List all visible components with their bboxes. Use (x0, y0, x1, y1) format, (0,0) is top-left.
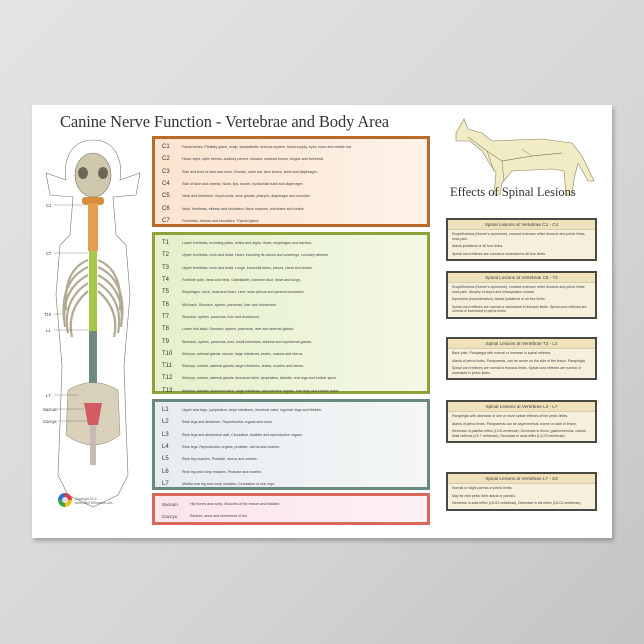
table-row: T7 Stomach, spleen, pancreas, liver and duodenum. (162, 313, 261, 320)
table-row: C7 Forelimbs, elbows and shoulders. Thyroid gland. (162, 217, 260, 224)
table-row: C1 Facial bones. Pituitary gland, scalp, sympathetic nervous system, blood supply, eyes, inner and middle ear. (162, 144, 352, 151)
copyright-text: Copyright 2013 www.KittyTHRidsdale.com (75, 497, 113, 505)
page-title: Canine Nerve Function - Vertebrae and Body Area (60, 112, 390, 131)
lumbar-vertebrae-box (152, 399, 430, 490)
table-row: T5 Esophagus, neck, head and heart. Liver, solar plexus and general circulation. (162, 289, 305, 296)
spine-skeleton-illustration (38, 135, 148, 510)
table-row: C2 Head, eyes, optic nerves, auditory nerves, sinuses, mastoid bones, tongue and forehead. (162, 156, 324, 163)
table-row: T10 Kidneys, adrenal glands, cecum, large intestines, testes, ovaries and uterus. (162, 350, 304, 357)
table-row: Coccyx Rectum, anus and movement of tail. (162, 513, 248, 519)
table-row: L7 Medial rear leg and rump muscles. Circulation of rear legs. (162, 480, 276, 487)
table-row: C4 Side of face and cheeks. Nose, lips, mouth, eustachian tube and diaphragm. (162, 181, 304, 188)
table-row: L1 Upper rear legs. Lymphatics, large intestines, ileocecal valve, inguinal rings and bladder. (162, 407, 323, 414)
poster (32, 105, 612, 538)
table-row: T12 Kidneys, ureters, adrenal glands, ileocecal valve, lymphatics, bladder, rear legs and lumbar spine. (162, 375, 338, 382)
lesion-box-t3-l2: Spinal Lesions at Vertebrae T3 - L2 Back pain. Paraplegia with normal or increase in spinal reflexes. Ataxia of pelvic limbs. Paraparesis, can be worse on the side of the lesion. Paraplegia. Spinal cord reflexes are normal in thoracic limbs. Spinal cord reflexes are normal or increased in pelvic limbs. (446, 337, 597, 380)
vertebra-label-l1: L1 (46, 328, 51, 333)
table-row: T13 Kidneys, bladder, ileocecal valve, large intestines, reproductive organs, rear legs and lumbar spine. (162, 387, 340, 394)
vertebra-label-c1: C1 (46, 203, 52, 208)
sacral-vertebrae-box (152, 493, 430, 525)
table-row: Sacrum Hip bones and rump. Muscles of the rectum and bladder. (162, 501, 281, 507)
table-row: T2 Upper forelimbs, neck and head. Heart, including its valves and coverings, coronary arteries. (162, 252, 330, 259)
cervical-vertebrae-box (152, 136, 430, 227)
lesion-box-c5-t2: Spinal Lesions at Vertebrae C5 - T2 Enophthalmos (Horner's syndrome), crossed extensor reflex thoracic and pelvic limbs, neck pain. Atrophy of supra and infraspinatus muscle. Dysmetria (incoordination). Ataxia ipsilateral or all four limbs. Spinal cord reflexes are normal or decreased in thoracic limbs. Spinal cord reflexes are normal or increased in pelvic limbs. (446, 271, 597, 319)
table-row: T6 Mid-back. Stomach, spleen, pancreas, liver and duodenum. (162, 301, 277, 308)
table-row: C3 Side and front of face and neck. Cheeks, outer ear, face bones, teeth and diaphragm. (162, 168, 318, 175)
table-row: C6 Neck, forelimbs, elbows and shoulders. Neck muscles, shoulders and tonsils. (162, 205, 305, 212)
thoracic-vertebrae-box (152, 232, 430, 394)
table-row: T9 Stomach, spleen, pancreas, liver, small intestines, adrenal and suprarenal glands. (162, 338, 313, 345)
lesion-box-l7-s3: Spinal Lesions at Vertebrae L7 - S3 Normal or slight paresis in pelvic limbs. May be mild pelvic limb ataxia or paresis. Decrease in anal reflex (L5-S3 vertebrae). Decrease in tail reflex (L6-Cd vertebrae). (446, 472, 597, 511)
vertebra-label-t10: T10 (44, 312, 52, 317)
table-row: T1 Lower forelimbs, including paws, wrists and digits. Heart, esophagus and trachea. (162, 240, 312, 247)
table-row: L3 Rear legs and abdominal wall. Circulation, bladder and reproductive organs. (162, 431, 303, 438)
table-row: T3 Upper forelimbs, neck and head. Lungs, bronchial tubes, pleura, chest and breast. (162, 264, 313, 271)
vertebra-label-coccyx: Coccyx (43, 419, 57, 424)
lesion-box-l3-l7: Spinal Lesions at Vertebrae L3 - L7 Paraplegia with decrease of one or more spinal reflexes of the pelvic limbs. Ataxia of pelvic limbs. Paraparesis can be asymmetrical, worse on side of lesion. Decrease in patellar reflex (L3-5 vertebrae). Decrease in flexor, gastrocnemius, cranial tibial reflexes (L5-7 vertebrae). Decrease in anal reflex (L3-S3 vertebrae). (446, 400, 597, 443)
dog-nervous-system-illustration (442, 111, 602, 195)
publisher-logo-icon (58, 493, 72, 507)
table-row: T11 Kidneys, ureters, adrenal glands, large intestines, testes, ovaries and uterus. (162, 363, 304, 370)
vertebra-label-l7: L7 (46, 393, 51, 398)
table-row: L6 Rear leg and rump muscles. Prostate and ovaries. (162, 468, 262, 475)
table-row: L2 Rear legs and abdomen. Reproductive organs and colon. (162, 419, 274, 426)
table-row: T4 Forelimb pain, head and neck. Gallbladder, common duct, heart and lungs. (162, 277, 301, 284)
table-row: L5 Rear leg muscles. Prostate, uterus and ovaries. (162, 456, 258, 463)
lesion-box-c1-c4: Spinal Lesions at Vertebrae C1 - C4 Enophthalmos (Horner's syndrome), crossed extensor reflex thoracic and pelvic limbs, neck pain. Ataxia ipsilateral or all four limbs. Spinal cord reflexes are normal or increased in all four limbs. (446, 218, 597, 261)
table-row: T8 Lower mid-back. Stomach, spleen, pancreas, liver and adrenal glands. (162, 326, 295, 333)
table-row: L4 Rear legs. Reproductive organs, prostate, uterus and ovaries. (162, 444, 281, 451)
vertebra-label-sacrum: Sacrum (43, 407, 58, 412)
vertebra-label-c7: C7 (46, 251, 52, 256)
effects-section-title: Effects of Spinal Lesions (450, 185, 576, 199)
table-row: C5 Neck and forelimbs. Vocal cords, neck glands, pharynx, diaphragm and shoulder. (162, 193, 311, 200)
